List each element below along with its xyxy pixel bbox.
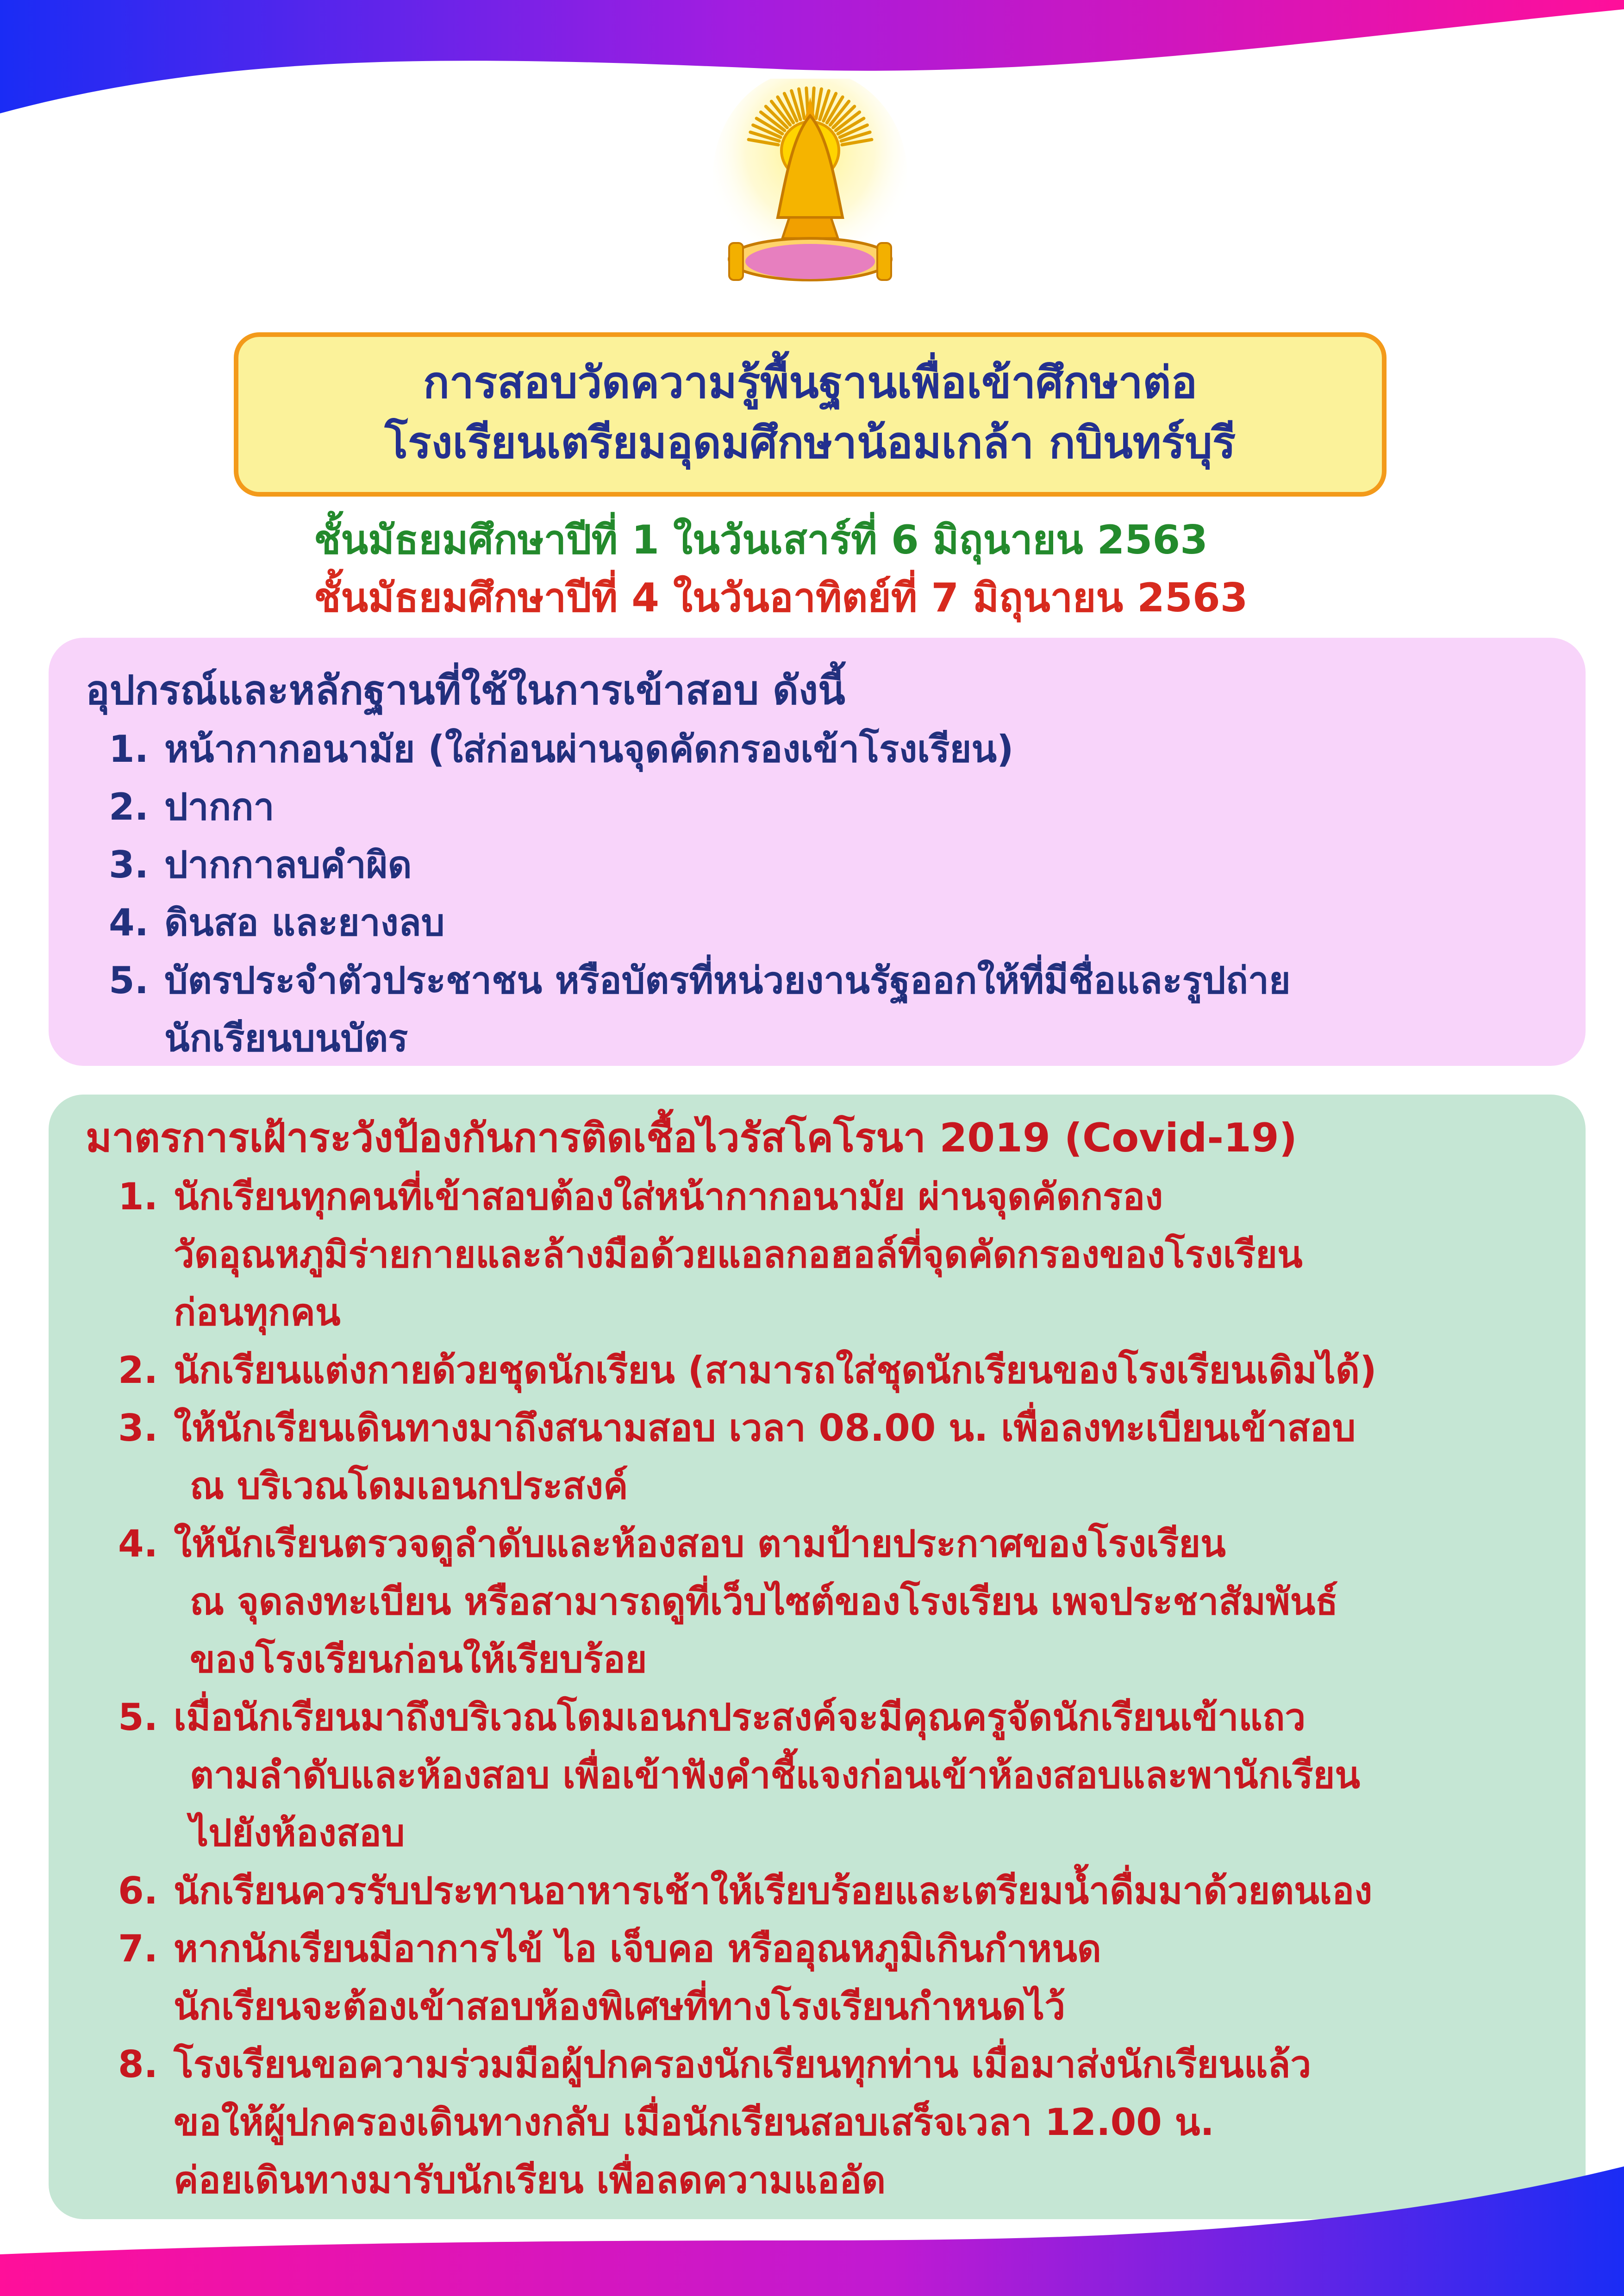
covid-item-text: ให้นักเรียนตรวจดูลำดับและห้องสอบ ตามป้ายประกาศของโรงเรียน (174, 1522, 1226, 1565)
equipment-item-text: ปากกาลบคำผิด (164, 843, 412, 886)
covid-item (86, 1168, 1586, 1341)
covid-item-text: เมื่อนักเรียนมาถึงบริเวณโดมเอนกประสงค์จะมีคุณครูจัดนักเรียนเข้าแถว (174, 1696, 1306, 1739)
title-box (234, 332, 1387, 497)
covid-item-text: ณ จุดลงทะเบียน หรือสามารถดูที่เว็บไซต์ของโรงเรียน เพจประชาสัมพันธ์ (190, 1580, 1338, 1623)
covid-item (86, 1688, 1586, 1862)
equipment-item-text: ดินสอ และยางลบ (164, 901, 445, 944)
covid-item-text: หากนักเรียนมีอาการไข้ ไอ เจ็บคอ หรืออุณหภูมิเกินกำหนด (174, 1927, 1101, 1970)
school-emblem-icon (708, 79, 912, 319)
covid-measures-panel (49, 1095, 1586, 2219)
covid-item-text: ของโรงเรียนก่อนให้เรียบร้อย (190, 1638, 647, 1681)
covid-item-text: ก่อนทุกคน (174, 1291, 341, 1334)
covid-item-text: ให้นักเรียนเดินทางมาถึงสนามสอบ เวลา 08.00 น. เพื่อลงทะเบียนเข้าสอบ (174, 1406, 1356, 1450)
equipment-heading: อุปกรณ์และหลักฐานที่ใช้ในการเข้าสอบ ดังนี้ (86, 667, 845, 714)
exam-dates (314, 511, 1248, 627)
covid-item-text: นักเรียนควรรับประทานอาหารเช้าให้เรียบร้อยและเตรียมน้ำดื่มมาด้วยตนเอง (174, 1869, 1373, 1912)
covid-item (86, 1515, 1586, 1688)
equipment-item-text: นักเรียนบนบัตร (164, 1017, 408, 1060)
bottom-wave-decoration (0, 2102, 1624, 2296)
covid-item-text: ค่อยเดินทางมารับนักเรียน เพื่อลดความแออัด (174, 2159, 886, 2202)
covid-item (86, 1920, 1586, 2035)
covid-item-text: โรงเรียนขอความร่วมมือผู้ปกครองนักเรียนทุกท่าน เมื่อมาส่งนักเรียนแล้ว (174, 2043, 1312, 2086)
covid-item-number: 6. (118, 1869, 158, 1912)
covid-item (86, 1399, 1586, 1515)
equipment-panel (49, 638, 1586, 1066)
covid-item-text: ณ บริเวณโดมเอนกประสงค์ (190, 1464, 628, 1507)
equipment-item-text: หน้ากากอนามัย (ใส่ก่อนผ่านจุดคัดกรองเข้าโรงเรียน) (164, 728, 1014, 771)
covid-item-text: นักเรียนจะต้องเข้าสอบห้องพิเศษที่ทางโรงเรียนกำหนดไว้ (174, 1985, 1066, 2028)
covid-heading: มาตรการเฝ้าระวังป้องกันการติดเชื้อไวรัสโคโรนา 2019 (Covid-19) (86, 1115, 1297, 1161)
title-line-1: การสอบวัดความรู้พื้นฐานเพื่อเข้าศึกษาต่อ (423, 358, 1198, 408)
covid-item-text: วัดอุณหภูมิร่ายกายและล้างมือด้วยแอลกอฮอล์ที่จุดคัดกรองของโรงเรียน (174, 1233, 1303, 1276)
equipment-item-number: 4. (109, 901, 149, 944)
equipment-item-number: 5. (109, 959, 149, 1002)
equipment-item (86, 778, 1586, 836)
covid-item (86, 1341, 1586, 1399)
equipment-item (86, 894, 1586, 952)
covid-item-number: 5. (118, 1696, 158, 1739)
equipment-item-text: บัตรประจำตัวประชาชน หรือบัตรที่หน่วยงานรัฐออกให้ที่มีชื่อและรูปถ่าย (164, 959, 1291, 1002)
covid-item (86, 1862, 1586, 1920)
covid-item-number: 1. (118, 1175, 158, 1218)
covid-measures-list (86, 1168, 1586, 2209)
equipment-list (86, 720, 1586, 1067)
covid-item-text: ไปยังห้องสอบ (190, 1811, 405, 1854)
covid-item-number: 8. (118, 2043, 158, 2086)
covid-item-number: 3. (118, 1406, 158, 1450)
date-grade-1: ชั้นมัธยมศึกษาปีที่ 1 ในวันเสาร์ที่ 6 มิถุนายน 2563 (314, 517, 1208, 563)
covid-item-number: 4. (118, 1522, 158, 1565)
date-grade-4: ชั้นมัธยมศึกษาปีที่ 4 ในวันอาทิตย์ที่ 7 มิถุนายน 2563 (314, 575, 1248, 621)
equipment-item (86, 952, 1586, 1067)
covid-item-text: ตามลำดับและห้องสอบ เพื่อเข้าฟังคำชี้แจงก่อนเข้าห้องสอบและพานักเรียน (190, 1754, 1361, 1797)
equipment-item-number: 1. (109, 728, 149, 771)
covid-item-number: 7. (118, 1927, 158, 1970)
equipment-item-number: 3. (109, 843, 149, 886)
covid-item-text: นักเรียนทุกคนที่เข้าสอบต้องใส่หน้ากากอนามัย ผ่านจุดคัดกรอง (174, 1175, 1163, 1218)
equipment-item-text: ปากกา (164, 785, 275, 828)
equipment-item (86, 720, 1586, 778)
equipment-item (86, 836, 1586, 894)
covid-item-number: 2. (118, 1349, 158, 1392)
equipment-item-number: 2. (109, 785, 149, 828)
covid-item-text: นักเรียนแต่งกายด้วยชุดนักเรียน (สามารถใส่ชุดนักเรียนของโรงเรียนเดิมได้) (174, 1349, 1377, 1392)
covid-item-text: ขอให้ผู้ปกครองเดินทางกลับ เมื่อนักเรียนสอบเสร็จเวลา 12.00 น. (174, 2101, 1214, 2144)
title-line-2: โรงเรียนเตรียมอุดมศึกษาน้อมเกล้า กบินทร์บุรี (384, 418, 1236, 468)
